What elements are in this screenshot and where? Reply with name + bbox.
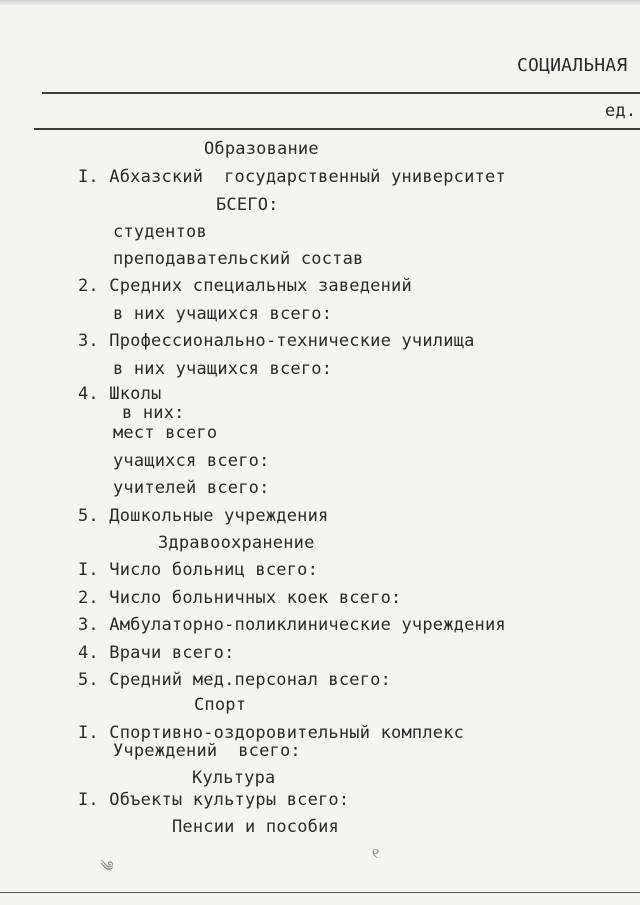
education-pupils: учащихся всего: [113,451,270,471]
sport-item-1-total: Учреждений всего: [113,741,301,761]
header-rule-top [42,92,640,94]
page-edge-shadow [0,0,640,6]
document-title: СОЦИАЛЬНАЯ [517,55,628,76]
health-item-2: 2. Число больничных коек всего: [78,588,402,608]
education-item-3: 3. Профессиональнo-технические училища [78,331,475,351]
education-item-5: 5. Дошкольные учреждения [78,506,329,526]
education-item-4: 4. Школы [78,384,162,404]
section-heading-health: Здравоохранение [158,533,315,553]
health-item-5: 5. Средний мед.персонал всего: [78,670,392,690]
health-item-1: I. Число больниц всего: [78,560,319,580]
footer-rule [0,892,640,893]
education-total-label: БСЕГО: [216,195,279,215]
education-teaching-staff: преподавательский состав [113,249,364,269]
header-rule-bottom [34,128,640,130]
education-item-3-students: в них учащихся всего: [113,359,333,379]
section-heading-culture: Культура [192,768,276,788]
culture-item-1: I. Объекты культуры всего: [78,790,350,810]
section-heading-education: Образование [204,139,319,159]
sport-item-1: I. Спортивно-оздоровительный комплекс [78,723,465,743]
education-teachers: учителей всего: [113,478,270,498]
section-heading-pensions: Пенсии и пособия [172,817,339,837]
education-item-1: I. Абхазский государственный университет [78,167,506,187]
section-heading-sport: Спорт [194,695,247,715]
education-item-4-sub: в них: [122,403,185,423]
education-places: мест всего [113,423,218,443]
health-item-3: 3. Амбулаторно-поликлинические учреждения [78,615,506,635]
education-item-2: 2. Средних специальных заведений [78,276,412,296]
education-item-2-students: в них учащихся всего: [113,304,333,324]
scan-smudge-left: ༄ [100,859,114,875]
unit-label: ед. [605,101,637,121]
education-students: студентов [113,222,207,242]
health-item-4: 4. Врачи всего: [78,643,235,663]
scan-smudge-mid: ୧ [372,846,380,862]
